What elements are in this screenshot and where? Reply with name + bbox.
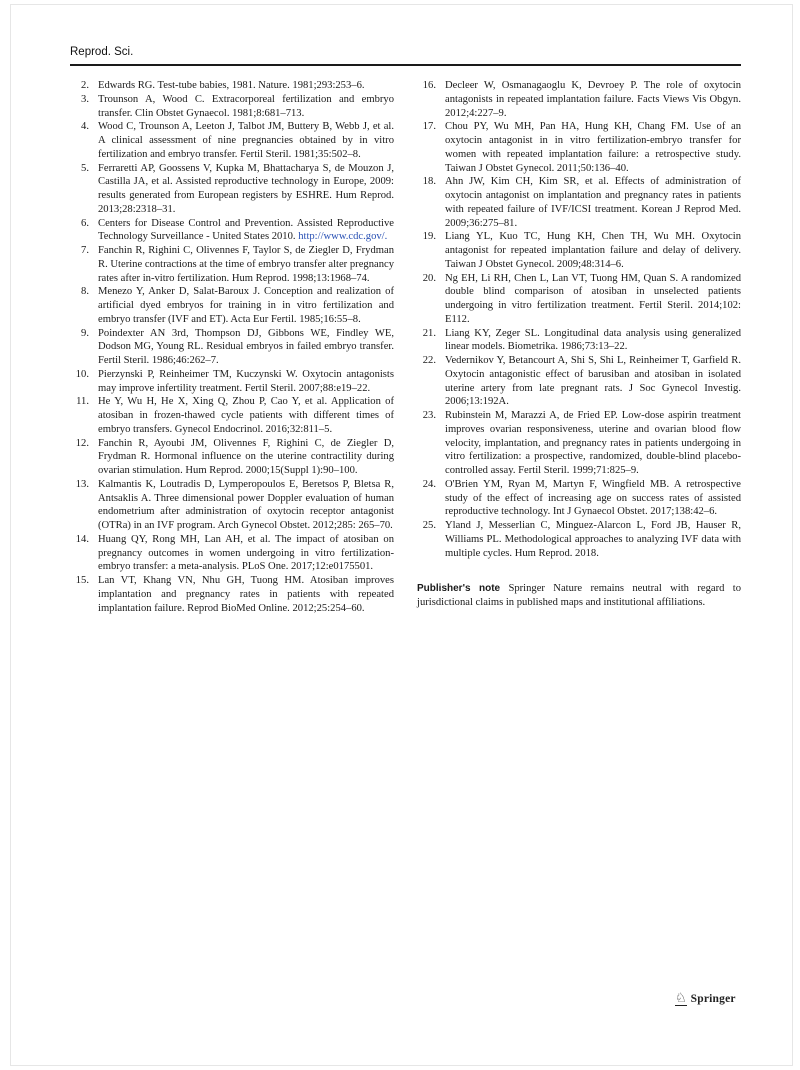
reference-text: Menezo Y, Anker D, Salat-Baroux J. Conception and realization of artificial dyed embryos for training in in vitro fertilization and embryo transfer (IVF and ET). Acta Eur Fertil. 1985;16:55–8. [98,286,394,325]
reference-item [70,368,394,396]
reference-text: Trounson A, Wood C. Extracorporeal fertilization and embryo transfer. Clin Obstet Gynaecol. 1981;8:681–713. [98,93,394,119]
reference-item [417,120,741,175]
reference-number: 21. [422,327,436,339]
reference-list-left [70,79,394,615]
reference-text: Edwards RG. Test-tube babies, 1981. Nature. 1981;293:253–6. [98,80,365,91]
reference-columns [70,79,741,615]
reference-number: 2. [81,80,89,91]
reference-text: Fanchin R, Righini C, Olivennes F, Taylor S, de Ziegler D, Frydman R. Uterine contractions at the time of embryo transfer alter pregnancy rates after in-vitro fertilization. Hum Reprod. 1998;13:1968–74. [98,245,394,284]
reference-number: 19. [422,231,436,243]
reference-number: 9. [81,327,89,339]
reference-number: 18. [422,176,436,188]
springer-wordmark: Springer [690,992,736,1005]
reference-number: 5. [81,162,89,174]
reference-item [70,437,394,478]
reference-number: 22. [422,355,436,366]
reference-number: 17. [422,121,436,133]
reference-item [417,409,741,478]
reference-number: 3. [81,93,89,105]
reference-item [70,79,394,93]
reference-text: Decleer W, Osmanagaoglu K, Devroey P. The role of oxytocin antagonists in repeated implantation failure. Facts Views Vis Obgyn. 2012;4:227–9. [445,80,741,119]
reference-text: Ferraretti AP, Goossens V, Kupka M, Bhattacharya S, de Mouzon J, Castilla JA, et al. Assisted reproductive technology in Europe, 2009: results generated from European registers by ESHRE. Hum Reprod. 2013;28:2318–31. [98,162,394,215]
reference-number: 6. [81,217,89,229]
cdc-link[interactable]: http://www.cdc.gov/. [298,231,388,243]
reference-number: 25. [422,520,436,531]
reference-text: Ahn JW, Kim CH, Kim SR, et al. Effects of administration of oxytocin antagonist on implantation and pregnancy rates in patients with repeated failure of IVF/ICSI treatment. Korean J Reprod Med. 2009;36:275–81. [445,176,741,229]
reference-text: Liang YL, Kuo TC, Hung KH, Chen TH, Wu MH. Oxytocin antagonist for repeated implantation failure and delay of delivery. Taiwan J Obstet Gynecol. 2009;48:314–6. [445,231,741,270]
header-rule [70,64,741,66]
springer-logo [675,991,736,1006]
reference-text: Lan VT, Khang VN, Nhu GH, Tuong HM. Atosiban improves implantation and pregnancy rates in patients with repeated implantation failure. Reprod BioMed Online. 2012;25:254–60. [98,575,394,614]
publisher-note-text: Springer Nature remains neutral with regard to jurisdictional claims in published maps and institutional affiliations. [417,583,741,608]
reference-number: 13. [75,478,89,490]
reference-item [70,533,394,574]
reference-item [417,79,741,120]
reference-text: Poindexter AN 3rd, Thompson DJ, Gibbons WE, Findley WE, Dodson MG, Young RL. Residual embryos in failed embryo transfer. Fertil Steril. 1986;46:262–7. [98,327,394,366]
reference-item [70,285,394,326]
reference-item [70,93,394,121]
reference-text: Vedernikov Y, Betancourt A, Shi S, Shi L, Reinheimer T, Garfield R. Oxytocin antagonistic effect of barusiban and atosiban in isolated uterine artery from late pregnant rats. J Soc Gynecol Investig. 2006;13:192A. [445,355,741,408]
reference-item [70,244,394,285]
reference-item [70,395,394,436]
reference-number: 7. [81,245,89,256]
journal-header: Reprod. Sci. [70,46,134,58]
reference-number: 24. [422,478,436,490]
reference-text: Pierzynski P, Reinheimer TM, Kuczynski W. Oxytocin antagonists may improve infertility treatment. Fertil Steril. 2007;88:e19–22. [98,368,394,394]
reference-number: 10. [75,368,89,380]
reference-item [417,175,741,230]
reference-text: Yland J, Messerlian C, Minguez-Alarcon L, Ford JB, Hauser R, Williams PL. Methodological approaches to analyzing IVF data with multiple cycles. Hum Reprod. 2018. [445,520,741,559]
reference-item [70,327,394,368]
reference-number: 16. [422,80,436,91]
publisher-note [417,582,741,609]
reference-text: He Y, Wu H, He X, Xing Q, Zhou P, Cao Y, et al. Application of atosiban in frozen-thawed cycle patients with different times of embryo transfers. Gynecol Endocrinol. 2016;32:811–5. [98,396,394,435]
reference-item [70,217,394,245]
reference-list-right [417,79,741,560]
right-column [417,79,741,615]
reference-text: Liang KY, Zeger SL. Longitudinal data analysis using generalized linear models. Biometrika. 1986;73:13–22. [445,327,741,353]
springer-knight-icon: ♘ [675,990,687,1005]
reference-text: Chou PY, Wu MH, Pan HA, Hung KH, Chang FM. Use of an oxytocin antagonist in in vitro fertilization-embryo transfer for women with repeated implantation failure: a retrospective study. Taiwan J Obstet Gynecol. 2011;50:136–40. [445,121,741,174]
reference-text: Fanchin R, Ayoubi JM, Olivennes F, Righini C, de Ziegler D, Frydman R. Hormonal influence on the uterine contractility during ovarian stimulation. Hum Reprod. 2000;15(Suppl 1):90–100. [98,437,394,476]
reference-item [70,478,394,533]
reference-number: 11. [76,396,89,408]
reference-text: Ng EH, Li RH, Chen L, Lan VT, Tuong HM, Quan S. A randomized double blind comparison of atosiban in unselected patients undergoing in vitro fertilization treatment. Fertil Steril. 2014;102: E112. [445,272,741,325]
reference-number: 23. [422,410,436,421]
reference-number: 8. [81,286,89,298]
reference-item [70,162,394,217]
reference-item [70,120,394,161]
reference-text: Huang QY, Rong MH, Lan AH, et al. The impact of atosiban on pregnancy outcomes in women undergoing in vitro fertilization-embryo transfer: a meta-analysis. PLoS One. 2017;12:e0175501. [98,533,394,573]
reference-text: O'Brien YM, Ryan M, Martyn F, Wingfield MB. A retrospective study of the effect of increasing age on success rates of assisted reproductive technology. Int J Gynaecol Obstet. 2017;138:42–6. [445,478,741,518]
reference-item [417,519,741,560]
reference-text: Kalmantis K, Loutradis D, Lymperopoulos E, Beretsos P, Bletsa R, Antsaklis A. Three dimensional power Doppler evaluation of human endometrium after administration of oxytocin receptor antagonist (OTRa) in an IVF program. Arch Gynecol Obstet. 2012;285: 265–70. [98,478,394,531]
reference-number: 14. [75,533,89,545]
reference-item [70,574,394,615]
reference-number: 12. [75,437,89,449]
reference-text: Rubinstein M, Marazzi A, de Fried EP. Low-dose aspirin treatment improves ovarian responsiveness, uterine and ovarian blood flow velocity, implantation, and pregnancy rates in patients undergoing in vitro fertilization: a prospective, randomized, double-blind placebo-controlled assay. Fertil Steril. 1999;71:825–9. [445,410,741,476]
publisher-note-label: Publisher's note [417,583,501,595]
reference-text: Centers for Disease Control and Prevention. Assisted Reproductive Technology Surveillance - United States 2010. http://www.cdc.gov/. [98,217,394,243]
reference-item [417,478,741,519]
reference-item [417,354,741,409]
reference-item [417,272,741,327]
reference-number: 15. [75,575,89,586]
reference-number: 4. [81,121,89,133]
reference-item [417,327,741,355]
left-column [70,79,394,615]
reference-number: 20. [422,272,436,284]
reference-item [417,230,741,271]
reference-text: Wood C, Trounson A, Leeton J, Talbot JM, Buttery B, Webb J, et al. A clinical assessment of nine pregnancies obtained by in vitro fertilization and embryo transfer. Fertil Steril. 1981;35:502–8. [98,121,394,160]
